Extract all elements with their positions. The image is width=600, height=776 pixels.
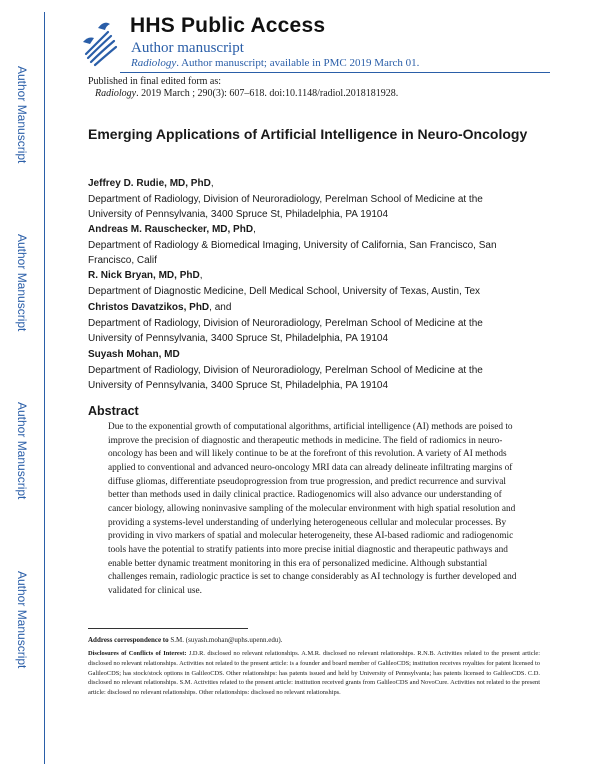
abstract-text: Due to the exponential growth of computational algorithms, artificial intelligence (AI) methods are poised to improve the precision of diagnostic and therapeutic methods in medicine. The field of radiomics in neuro-oncology has been and will likely continue to be at the forefront of this revolution. A variety of AI methods applied to conventional and advanced neuro-oncology MRI data can already delineate infiltrating margins of diffuse gliomas, differentiate pseudoprogression from true progression, and predict recurrence and survival better than methods used in daily clinical practice. Radiogenomics will also advance our understanding of cancer biology, allowing noninvasive sampling of the molecular environment with high spatial resolution and providing a systems-level understanding of underlying heterogeneous cellular and molecular processes. By providing in vivo markers of spatial and molecular heterogeneity, these AI-based radiomic and radiogenomic tools have the potential to stratify patients into more precise initial diagnostic and therapeutic pathways and enable better dynamic treatment monitoring in this era of personalized medicine. Although substantial challenges remain, radiologic practice is set to change considerably as AI technology is further developed and validated for clinical use. [108,422,517,596]
availability-line [131,57,419,69]
correspondence-text: S.M. (suyash.mohan@uphs.upenn.edu). [168,636,283,644]
author-affiliation: Department of Radiology & Biomedical Imaging, University of California, San Francisco, San Francisco, Calif [88,240,497,266]
author-name-text: Andreas M. Rauschecker, MD, PhD [88,224,254,235]
author-suffix: , [210,178,214,189]
disclosures-note [88,649,540,698]
author-suffix: , [253,224,256,235]
availability-text: . Author manuscript; available in PMC 2019 March 01. [176,57,420,69]
disclosures-text: J.D.R. disclosed no relevant relationships. A.M.R. disclosed no relevant relationships. R.N.B. Activities related to the present article: disclosed no relevant relationships. Activities not related to the present article: is a founder and board member of GalileoCDS; institution receives royalties for patent licensed to GalileoCDS; has stock/stock options in GalileoCDS. Other relationships: has patents issued and held by University of Pennsylvania; has patents licensed to GalileoCDS. C.D. disclosed no relevant relationships. S.M. Activities related to the present article: institution received grants from GalileoCDS and NovoCure. Activities not related to the present article: disclosed no relevant relationships. Other relationships: disclosed no relevant relationships. [88,650,540,697]
hhs-eagle-icon [78,14,122,70]
correspondence-note [88,636,538,645]
author-suffix: , [199,270,203,281]
author-name [88,302,231,313]
author-name-text: R. Nick Bryan, MD, PhD [88,270,200,281]
author-name [88,224,256,235]
sidebar-label: Author Manuscript [15,571,29,669]
abstract-heading: Abstract [88,404,139,418]
citation-journal: Radiology [95,88,137,99]
sidebar-label: Author Manuscript [15,66,29,164]
correspondence-label: Address correspondence to [88,636,169,644]
author-affiliation: Department of Diagnostic Medicine, Dell Medical School, University of Texas, Austin, Tex [88,286,481,297]
author-name [88,178,214,189]
author-name [88,270,202,281]
author-name-text: Suyash Mohan, MD [88,349,180,360]
citation-line [95,88,398,99]
header-rule [120,72,550,73]
author-affiliation: Department of Radiology, Division of Neuroradiology, Perelman School of Medicine at the University of Pennsylvania, 3400 Spruce St, Philadelphia, PA 19104 [88,194,483,220]
author-affiliation: Department of Radiology, Division of Neuroradiology, Perelman School of Medicine at the University of Pennsylvania, 3400 Spruce St, Philadelphia, PA 19104 [88,318,483,344]
sidebar-label: Author Manuscript [15,402,29,500]
availability-journal: Radiology [131,57,177,69]
author-name-text: Christos Davatzikos, PhD [88,302,210,313]
sidebar-label: Author Manuscript [15,234,29,332]
author-name-text: Jeffrey D. Rudie, MD, PhD [88,178,211,189]
published-label: Published in final edited form as: [88,76,222,87]
brand-title: HHS Public Access [130,14,326,37]
brand-subtitle: Author manuscript [131,40,244,56]
article-title: Emerging Applications of Artificial Intelligence in Neuro-Oncology [88,126,528,142]
sidebar-divider [44,12,45,764]
disclosures-label: Disclosures of Conflicts of Interest: [88,650,187,657]
citation-text: . 2019 March ; 290(3): 607–618. doi:10.1148/radiol.2018181928. [136,88,399,99]
author-suffix: , and [209,302,232,313]
footnote-rule [88,628,248,629]
author-affiliation: Department of Radiology, Division of Neuroradiology, Perelman School of Medicine at the University of Pennsylvania, 3400 Spruce St, Philadelphia, PA 19104 [88,365,483,391]
author-name [88,349,180,360]
